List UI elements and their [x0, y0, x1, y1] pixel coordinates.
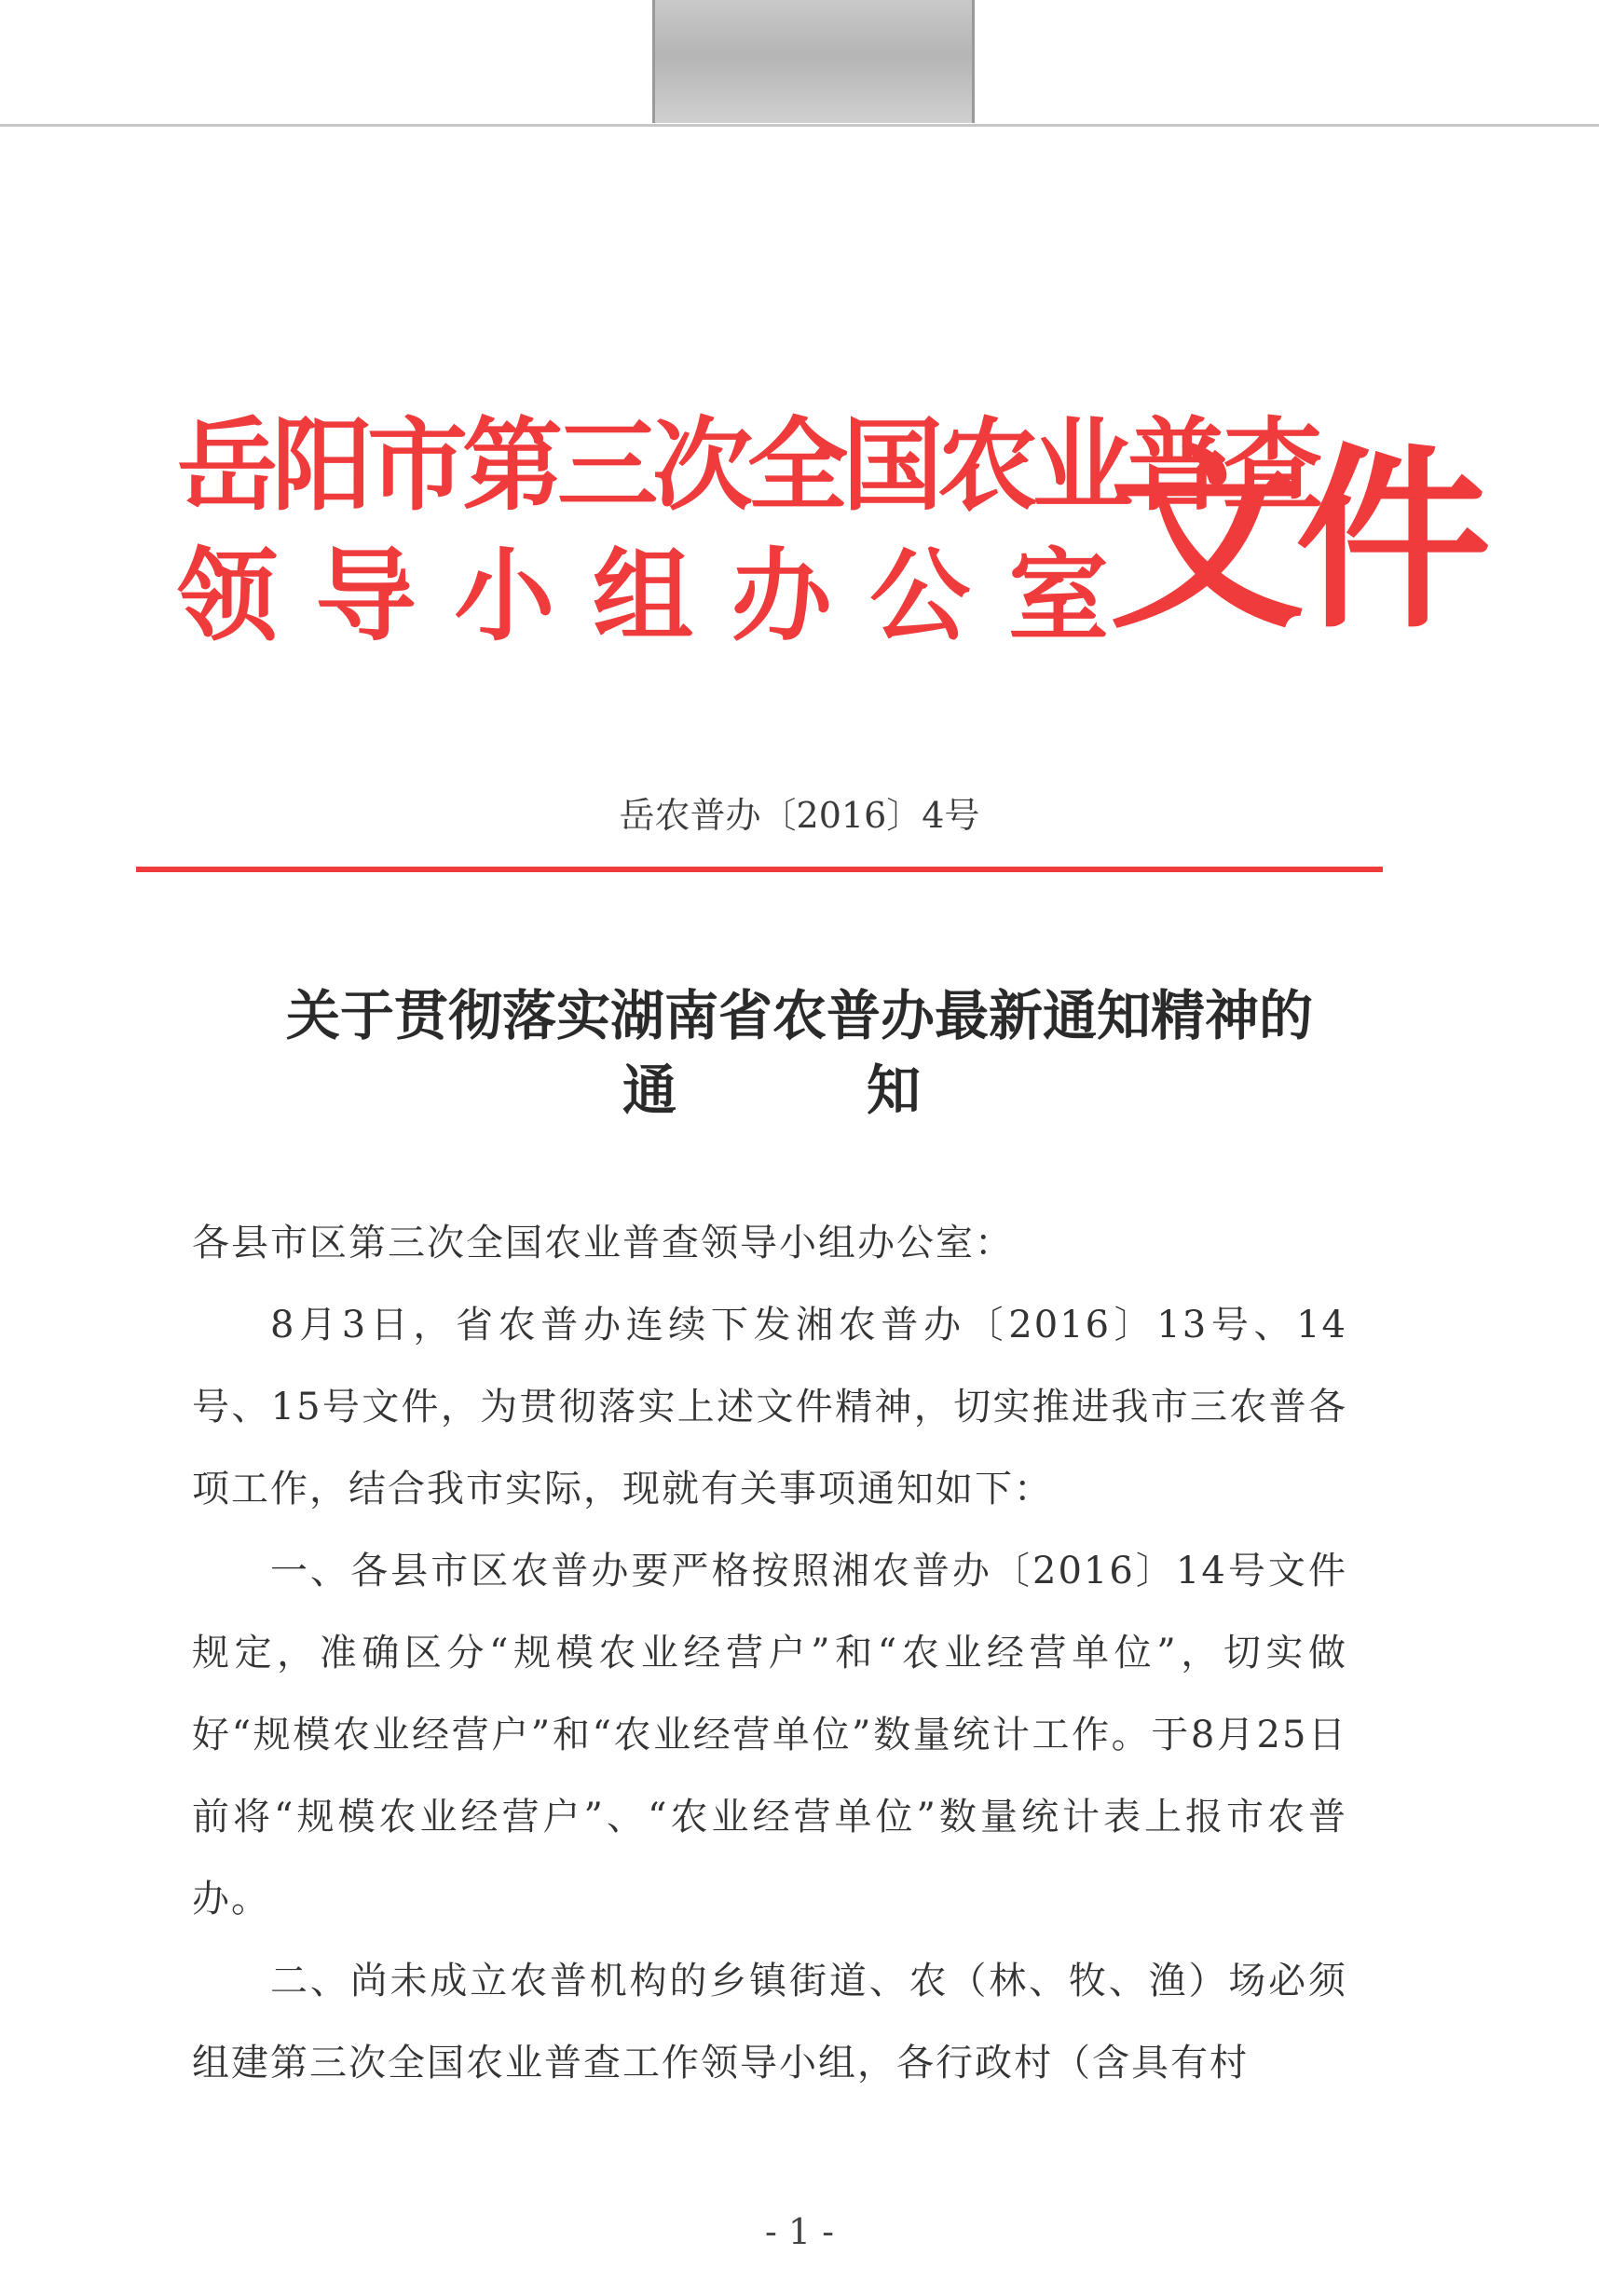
page-crease	[0, 124, 1599, 127]
binding-tab	[652, 0, 975, 123]
document-number: 岳农普办〔2016〕4号	[619, 795, 980, 836]
title-char: 通	[622, 1059, 677, 1122]
header-char: 室	[1007, 538, 1109, 655]
paragraph-item-2: 二、尚未成立农普机构的乡镇街道、农（林、牧、渔）场必须组建第三次全国农业普查工作领导小组，各行政村（含具有村	[192, 1960, 1347, 2084]
header-char: 办	[731, 538, 832, 655]
title-char: 知	[866, 1059, 921, 1122]
paragraph-intro: 8月3日，省农普办连续下发湘农普办〔2016〕13号、14号、15号文件，为贯彻落实上述文件精神，切实推进我市三农普各项工作，结合我市实际，现就有关事项通知如下：	[192, 1304, 1347, 1510]
document-header	[177, 407, 1483, 671]
salutation: 各县市区第三次全国农业普查领导小组办公室：	[192, 1222, 1014, 1264]
document-title-line2	[622, 1053, 921, 1128]
header-char: 组	[592, 538, 693, 655]
paragraph-item-1: 一、各县市区农普办要严格按照湘农普办〔2016〕14号文件规定，准确区分“规模农业经营户”和“农业经营单位”，切实做好“规模农业经营户”和“农业经营单位”数量统计工作。于8月25日前将“规模农业经营户”、“农业经营单位”数量统计表上报市农普办。	[192, 1550, 1347, 1920]
header-issuer-line2	[177, 538, 1109, 655]
document-title-line1: 关于贯彻落实湖南省农普办最新通知精神的	[285, 984, 1313, 1047]
header-char: 导	[315, 538, 417, 655]
red-divider-line	[136, 867, 1383, 872]
page-number: - 1 -	[764, 2211, 834, 2252]
header-issuer-line1: 岳阳市第三次全国农业普查	[177, 407, 1319, 525]
header-char: 小	[454, 538, 555, 655]
header-document-word: 文件	[1109, 425, 1483, 655]
header-char: 公	[869, 538, 971, 655]
header-char: 领	[177, 538, 279, 655]
